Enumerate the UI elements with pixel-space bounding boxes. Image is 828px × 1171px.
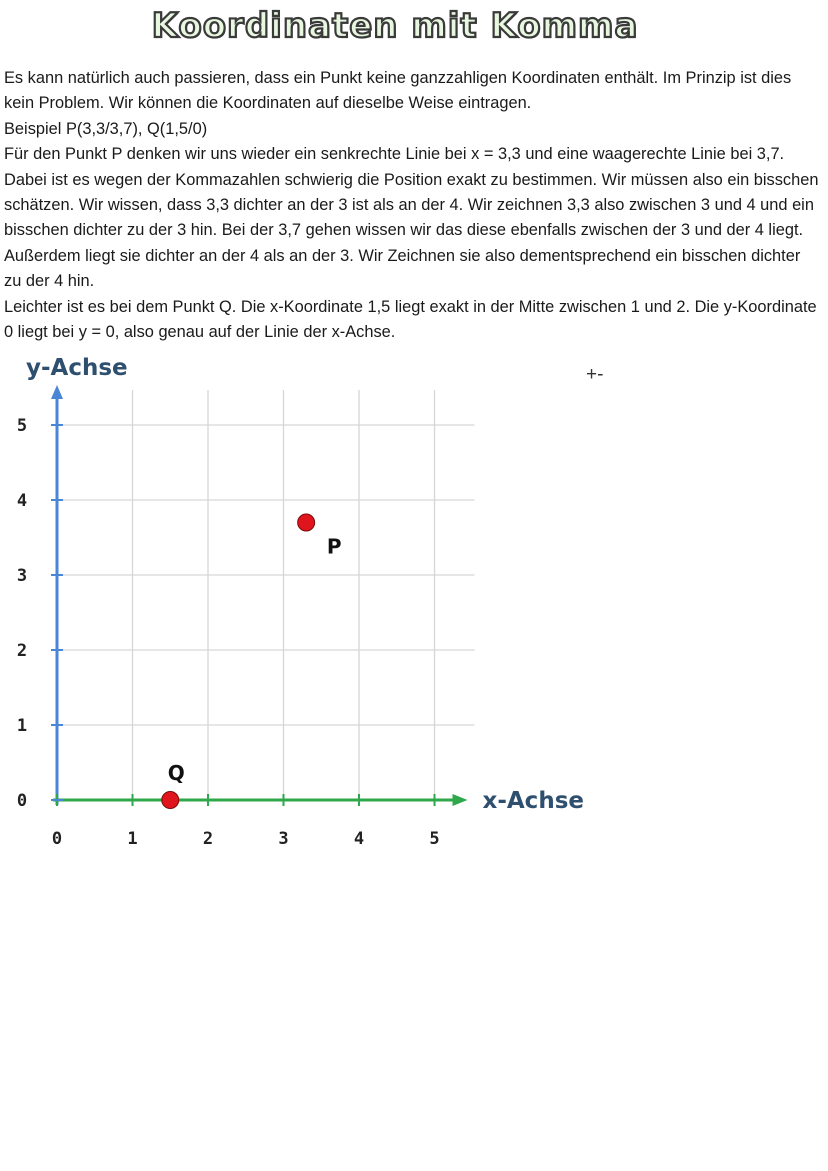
point-q-marker [162, 792, 179, 809]
x-tick-label: 1 [127, 829, 138, 849]
coordinate-system-chart [0, 345, 620, 855]
y-tick-label: 1 [16, 716, 28, 736]
y-tick-label: 4 [16, 491, 28, 511]
point-p-explanation: Für den Punkt P denken wir uns wieder ein senkrechte Linie bei x = 3,3 und eine waagerechte Linie bei 3,7. Dabei ist es wegen der Kommazahlen schwierig die Position exakt zu bestimmen. Wir müssen also ein bisschen schätzen. Wir wissen, dass 3,3 dichter an der 3 ist als an der 4. Wir zeichnen 3,3 also zwischen 3 und 4 und ein bisschen dichter zu der 3 hin. Bei der 3,7 gehen wissen wir das diese ebenfalls zwischen der 3 und der 4 liegt. Außerdem liegt sie dichter an der 4 als an der 3. Wir Zeichnen sie also dementsprechend ein bisschen dichter zu der 4 hin. [4, 145, 819, 291]
y-tick-label: 0 [16, 791, 28, 811]
y-tick-label: 2 [16, 641, 28, 661]
x-axis-arrow [453, 794, 468, 806]
x-tick-label: 4 [353, 829, 365, 849]
y-tick-label: 5 [16, 416, 28, 436]
side-note: +- [586, 364, 604, 385]
x-tick-label: 5 [429, 829, 440, 849]
example-line: Beispiel P(3,3/3,7), Q(1,5/0) [4, 119, 208, 138]
x-axis-title: x-Achse [482, 788, 584, 814]
point-p-marker [298, 514, 315, 531]
page-title: Koordinaten mit Komma [151, 6, 639, 46]
y-axis-arrow [51, 385, 63, 399]
body-text [4, 66, 819, 345]
x-tick-label: 2 [202, 829, 214, 849]
point-q-explanation: Leichter ist es bei dem Punkt Q. Die x-Koordinate 1,5 liegt exakt in der Mitte zwischen 1 und 2. Die y-Koordinate 0 liegt bei y = 0, also genau auf der Linie der x-Achse. [4, 297, 817, 342]
x-tick-label: 3 [278, 829, 289, 849]
y-tick-label: 3 [16, 566, 28, 586]
intro-paragraph: Es kann natürlich auch passieren, dass ein Punkt keine ganzzahligen Koordinaten enthält. Im Prinzip ist dies kein Problem. Wir können die Koordinaten auf dieselbe Weise eintragen. [4, 69, 792, 113]
point-p-label: P [326, 534, 342, 559]
x-tick-label: 0 [51, 829, 63, 849]
y-axis-title: y-Achse [26, 355, 128, 381]
point-q-label: Q [167, 761, 185, 785]
